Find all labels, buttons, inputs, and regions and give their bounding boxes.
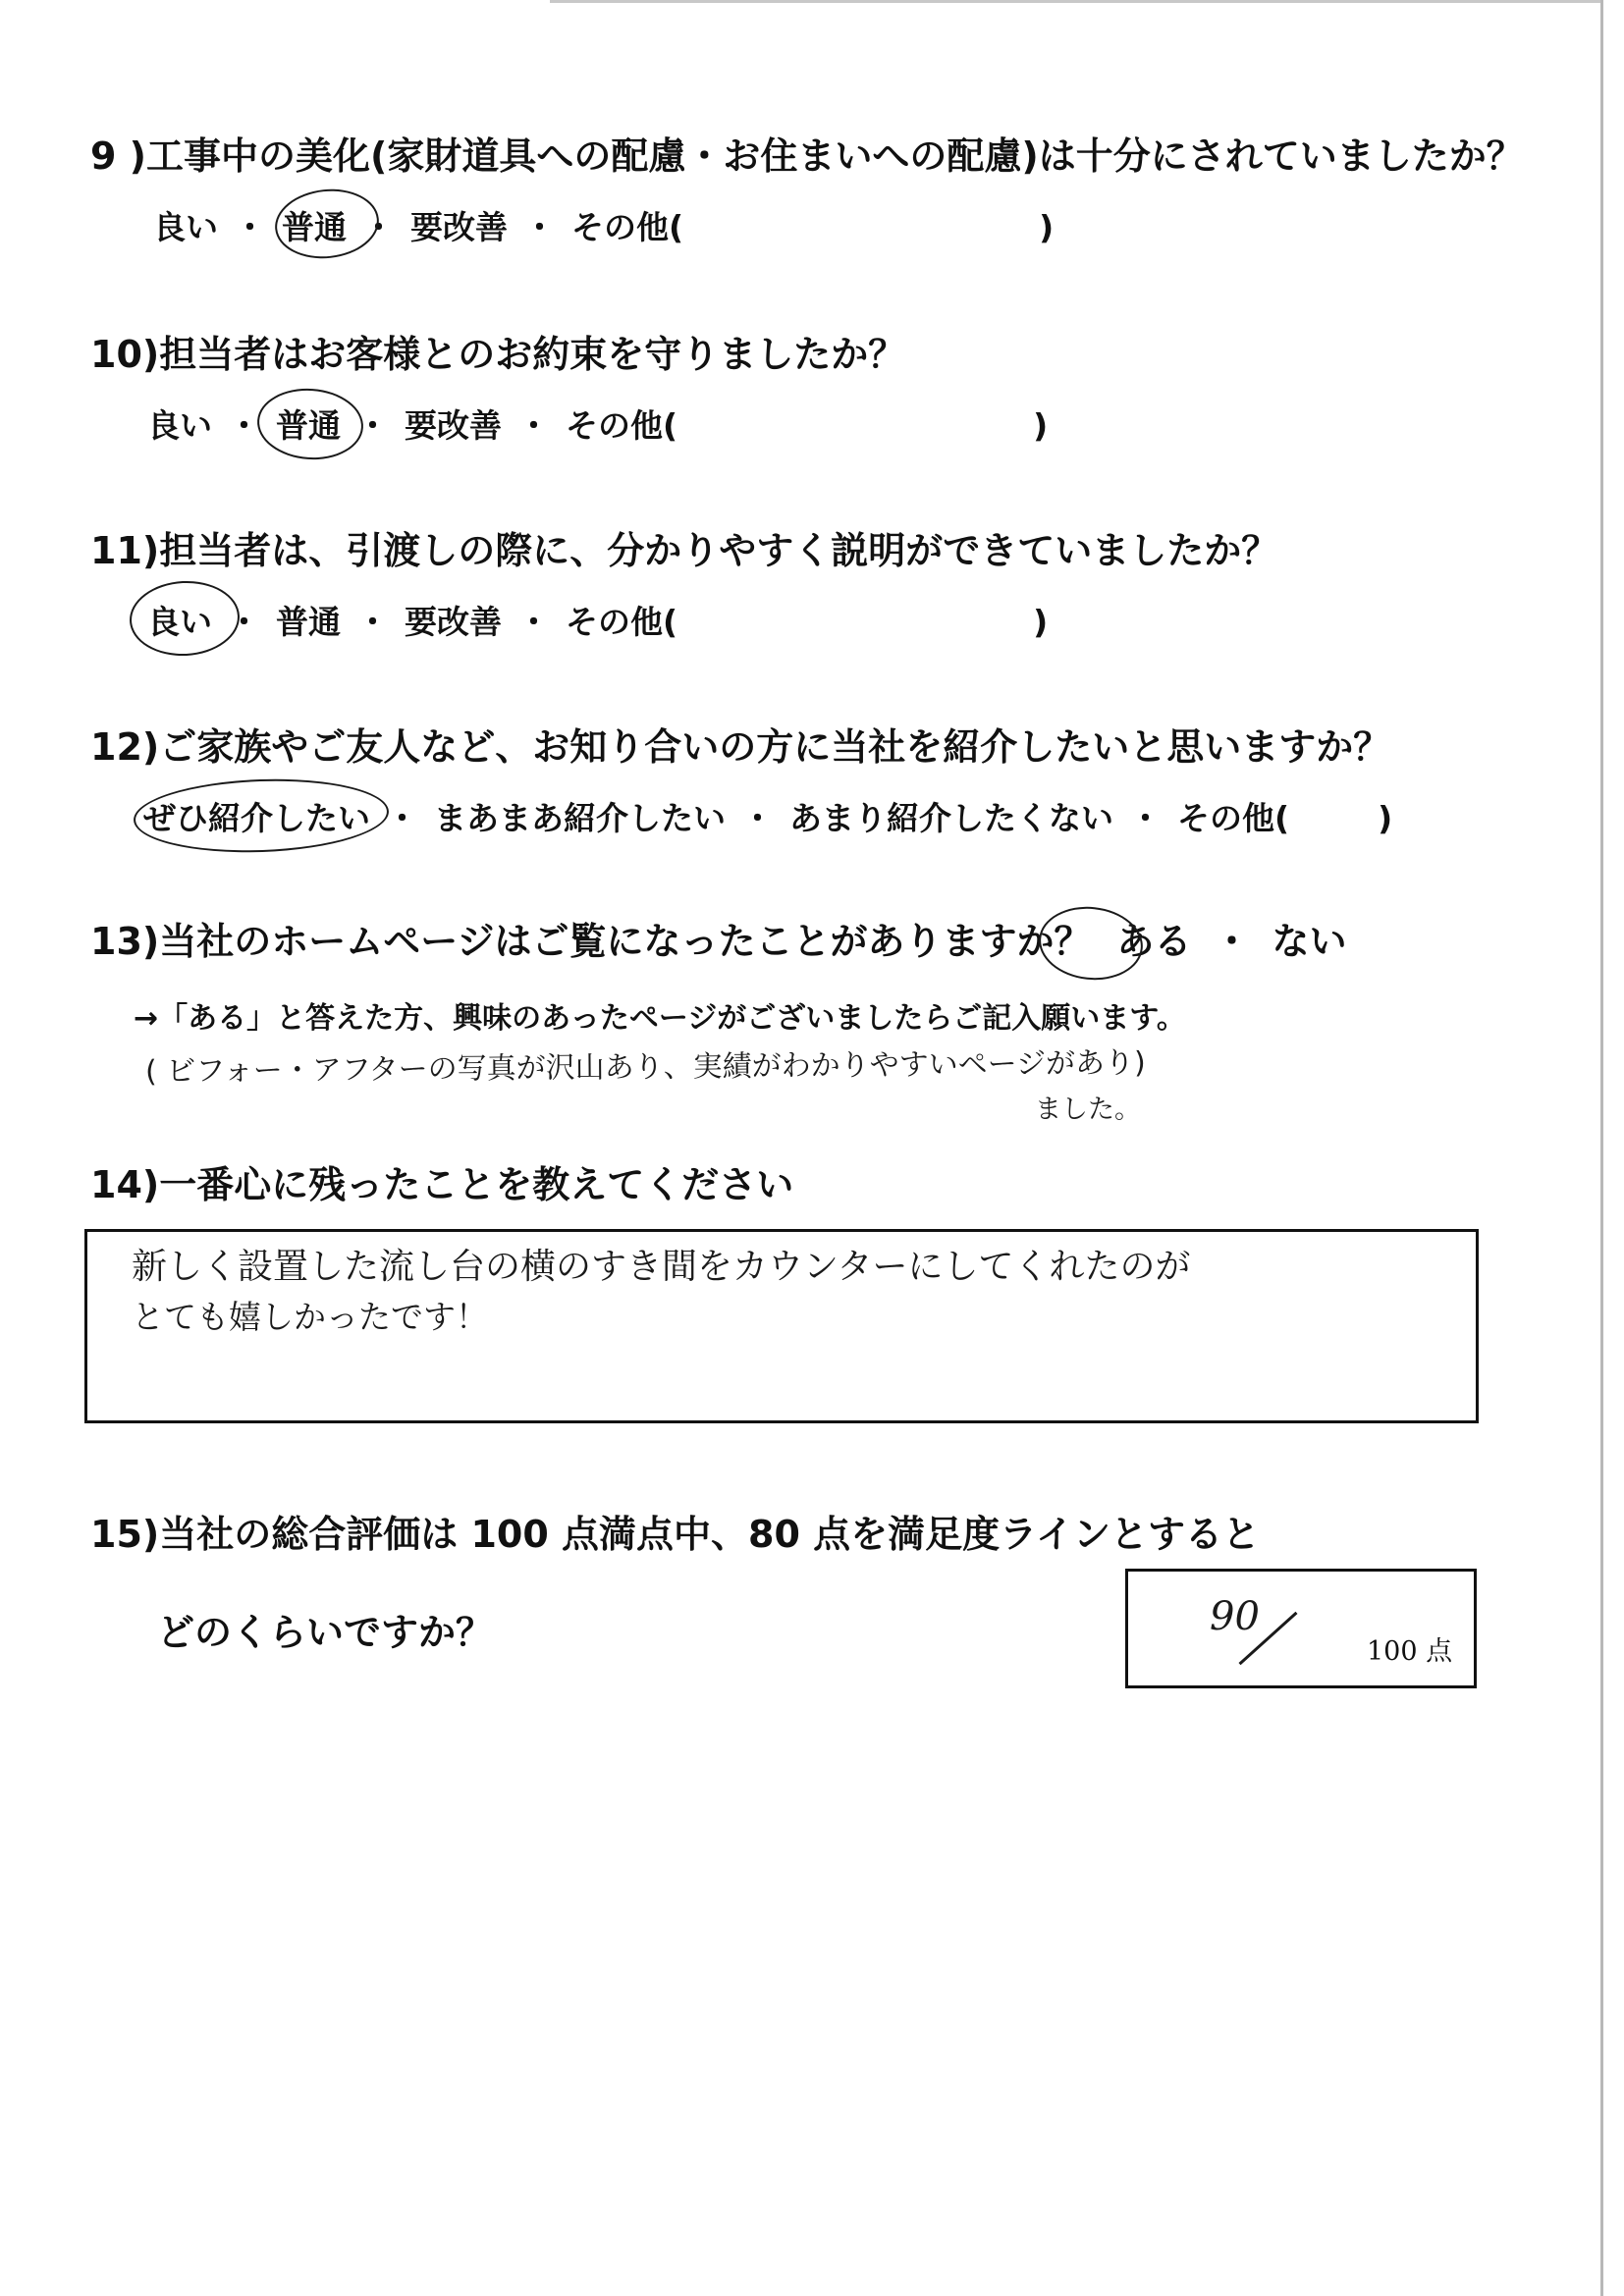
option-other-close: ) bbox=[1378, 799, 1393, 837]
question-text: )一番心に残ったことを教えてください bbox=[141, 1163, 794, 1206]
option-other[interactable]: その他( bbox=[1177, 799, 1290, 837]
option-other-close: ) bbox=[1033, 406, 1049, 445]
question-11-options: 良い ・ 普通 ・ 要改善 ・ その他( ) bbox=[147, 597, 1048, 643]
question-11 bbox=[90, 520, 1278, 574]
question-13-note: →「ある」と答えた方、興味のあったページがございましたらご記入願います。 bbox=[134, 1001, 1186, 1036]
option-other[interactable]: その他( bbox=[566, 603, 678, 641]
option-no[interactable]: ない bbox=[1272, 920, 1347, 963]
score-box[interactable] bbox=[1125, 1569, 1477, 1688]
option-needs-improvement[interactable]: 要改善 bbox=[410, 208, 508, 246]
handwritten-score: 90 bbox=[1210, 1594, 1260, 1639]
question-text: )当社のホームページはご覧になったことがありますか？ bbox=[141, 920, 1092, 963]
option-good[interactable]: 良い bbox=[147, 603, 212, 641]
question-number: 13 bbox=[90, 920, 142, 963]
question-number: 11 bbox=[90, 529, 142, 572]
option-other-close: ) bbox=[1039, 208, 1055, 246]
scan-edge-top bbox=[550, 0, 1600, 3]
option-normal[interactable]: 普通 bbox=[276, 406, 341, 445]
option-other[interactable]: その他( bbox=[566, 406, 678, 445]
question-text: )ご家族やご友人など、お知り合いの方に当社を紹介したいと思いますか？ bbox=[141, 725, 1391, 769]
option-normal[interactable]: 普通 bbox=[276, 603, 341, 641]
question-number: 14 bbox=[90, 1163, 142, 1206]
option-good[interactable]: 良い bbox=[153, 208, 218, 246]
option-not-recommend[interactable]: あまり紹介したくない bbox=[789, 799, 1113, 837]
option-needs-improvement[interactable]: 要改善 bbox=[405, 603, 502, 641]
option-other[interactable]: その他( bbox=[571, 208, 684, 246]
option-somewhat-recommend[interactable]: まあまあ紹介したい bbox=[434, 799, 726, 837]
option-other-close: ) bbox=[1033, 603, 1049, 641]
question-number: 9 bbox=[90, 134, 117, 178]
question-number: 12 bbox=[90, 725, 142, 769]
question-10 bbox=[90, 324, 905, 378]
question-14 bbox=[90, 1154, 793, 1208]
option-needs-improvement[interactable]: 要改善 bbox=[405, 406, 502, 445]
option-yes[interactable]: ある bbox=[1116, 920, 1192, 963]
question-15 bbox=[90, 1504, 1260, 1558]
question-12-options: ぜひ紹介したい ・ まあまあ紹介したい ・ あまり紹介したくない ・ その他( ) bbox=[143, 793, 1392, 839]
question-10-options: 良い ・ 普通 ・ 要改善 ・ その他( ) bbox=[147, 400, 1048, 447]
question-9-options: 良い ・ 普通 ・ 要改善 ・ その他( ) bbox=[153, 202, 1054, 248]
handwritten-answer: 新しく設置した流し台の横のすき間をカウンターにしてくれたのが bbox=[132, 1247, 1191, 1287]
question-text: )担当者は、引渡しの際に、分かりやすく説明ができていましたか？ bbox=[141, 529, 1279, 572]
question-number: 15 bbox=[90, 1513, 142, 1556]
question-text: )当社の総合評価は 100 点満点中、80 点を満足度ラインとすると bbox=[141, 1513, 1261, 1556]
handwritten-answer-continued: ました。 bbox=[1035, 1095, 1141, 1125]
question-text: )工事中の美化(家財道具への配慮・お住まいへの配慮)は十分にされていましたか？ bbox=[116, 134, 1524, 178]
option-normal[interactable]: 普通 bbox=[282, 208, 347, 246]
question-number: 10 bbox=[90, 333, 142, 376]
handwritten-answer-continued: とても嬉しかったです！ bbox=[132, 1298, 488, 1336]
question-13: 13)当社のホームページはご覧になったことがありますか？ ある ・ ない bbox=[90, 911, 1347, 965]
score-suffix: 100 点 bbox=[1367, 1636, 1453, 1667]
option-good[interactable]: 良い bbox=[147, 406, 212, 445]
question-text: )担当者はお客様とのお約束を守りましたか？ bbox=[141, 333, 906, 376]
question-9 bbox=[90, 126, 1524, 180]
question-15-line2: どのくらいですか？ bbox=[157, 1611, 494, 1654]
handwritten-answer: ( ビフォー・アフターの写真が沢山あり、実績がわかりやすいページがあり) bbox=[144, 1045, 1146, 1090]
option-definitely-recommend[interactable]: ぜひ紹介したい bbox=[143, 799, 370, 837]
question-12 bbox=[90, 717, 1390, 771]
scan-edge-right bbox=[1600, 0, 1603, 2296]
